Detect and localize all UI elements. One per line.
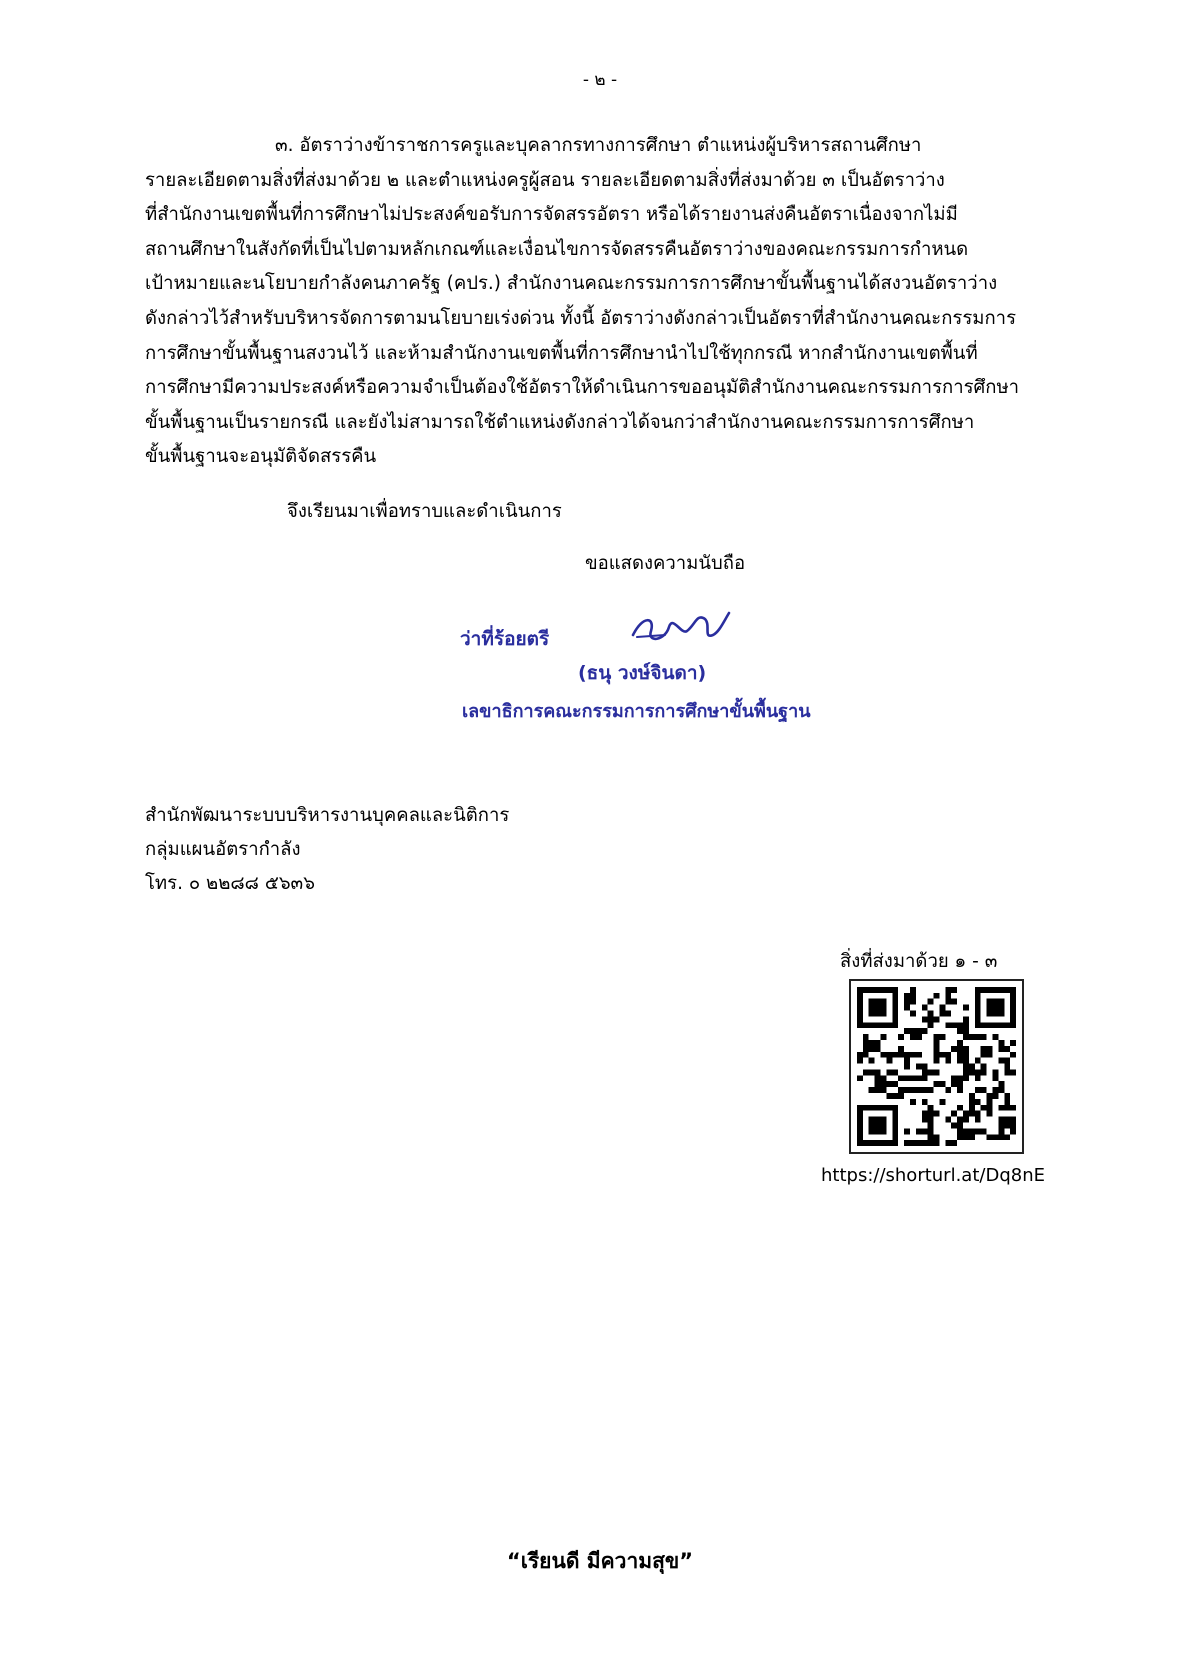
- body-line: การศึกษามีความประสงค์หรือความจำเป็นต้องใช้อัตราให้ดำเนินการขออนุมัติสำนักงานคณะกรรมการการศึกษา: [145, 377, 1020, 399]
- office-bureau: สำนักพัฒนาระบบบริหารงานบุคคลและนิติการ: [145, 805, 510, 826]
- qr-code[interactable]: [849, 979, 1024, 1154]
- body-line: ดังกล่าวไว้สำหรับบริหารจัดการตามนโยบายเร่งด่วน ทั้งนี้ อัตราว่างดังกล่าวเป็นอัตราที่สำนักงานคณะกรรมการ: [145, 307, 1016, 329]
- handwritten-signature: [625, 605, 735, 655]
- closing-salutation: ขอแสดงความนับถือ: [585, 553, 746, 574]
- body-line: รายละเอียดตามสิ่งที่ส่งมาด้วย ๒ และตำแหน่งครูผู้สอน รายละเอียดตามสิ่งที่ส่งมาด้วย ๓ เป็นอัตราว่าง: [145, 169, 945, 191]
- body-line: ที่สำนักงานเขตพื้นที่การศึกษาไม่ประสงค์ขอรับการจัดสรรอัตรา หรือได้รายงานส่งคืนอัตราเนื่องจากไม่มี: [145, 204, 958, 226]
- enclosure-label: สิ่งที่ส่งมาด้วย ๑ - ๓: [840, 951, 998, 972]
- body-line: ๓. อัตราว่างข้าราชการครูและบุคลากรทางการศึกษา ตำแหน่งผู้บริหารสถานศึกษา: [275, 135, 922, 156]
- body-line: การศึกษาขั้นพื้นฐานสงวนไว้ และห้ามสำนักงานเขตพื้นที่การศึกษานำไปใช้ทุกกรณี หากสำนักงานเขตพื้นที่: [145, 342, 978, 364]
- enclosure-url[interactable]: https://shorturl.at/Dq8nE: [821, 1165, 1045, 1186]
- office-contact-block: [145, 799, 509, 901]
- page-number: - ๒ -: [582, 70, 618, 90]
- office-group: กลุ่มแผนอัตรากำลัง: [145, 839, 301, 860]
- body-line: เป้าหมายและนโยบายกำลังคนภาครัฐ (คปร.) สำนักงานคณะกรรมการการศึกษาขั้นพื้นฐานได้สงวนอัตราว่าง: [145, 273, 998, 295]
- body-line: ขั้นพื้นฐานจะอนุมัติจัดสรรคืน: [145, 446, 377, 468]
- body-line: ขั้นพื้นฐานเป็นรายกรณี และยังไม่สามารถใช้ตำแหน่งดังกล่าวได้จนกว่าสำนักงานคณะกรรมการการศึกษา: [145, 411, 975, 433]
- footer-motto: “เรียนดี มีความสุข”: [506, 1549, 694, 1573]
- office-phone: โทร. ๐ ๒๒๘๘ ๕๖๓๖: [145, 873, 315, 894]
- body-paragraph: [145, 129, 1071, 475]
- signer-name: (ธนุ วงษ์จินดา): [578, 662, 707, 684]
- closing-request: จึงเรียนมาเพื่อทราบและดำเนินการ: [287, 501, 562, 522]
- signer-rank: ว่าที่ร้อยตรี: [460, 628, 550, 650]
- body-line: สถานศึกษาในสังกัดที่เป็นไปตามหลักเกณฑ์และเงื่อนไขการจัดสรรคืนอัตราว่างของคณะกรรมการกำหนด: [145, 238, 969, 260]
- signer-position: เลขาธิการคณะกรรมการการศึกษาขั้นพื้นฐาน: [462, 701, 811, 722]
